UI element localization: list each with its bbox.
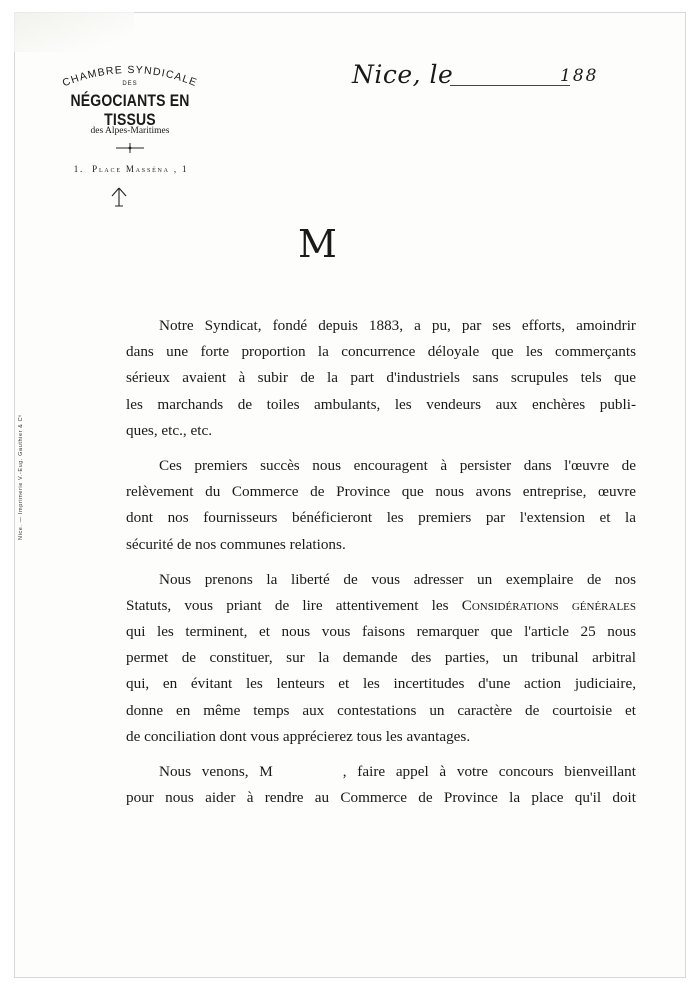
salutation: M — [298, 222, 337, 266]
paragraph-3-line: Nous prenons la liberté de vous adresser un exemplaire de nos — [159, 570, 636, 588]
address-street: Place Masséna — [92, 164, 170, 174]
chambre-syndicale-text: CHAMBRE SYNDICALE — [60, 63, 200, 90]
date-blank-rule — [450, 85, 570, 86]
letterhead — [30, 58, 230, 174]
paragraph-2-line: relèvement du Commerce de Province que nous avons entreprise, œuvre — [126, 483, 636, 501]
printer-imprint: Nice. — Imprimerie V.-Eug. Gauthier & Cᵉ — [18, 414, 24, 540]
date-year: 188 — [560, 66, 599, 86]
letterhead-name: NÉGOCIANTS EN TISSUS — [70, 92, 190, 129]
paragraph-4-line: pour nous aider à rendre au Commerce de Province la place qu'il doit — [126, 789, 636, 807]
paragraph-1-line: les marchands de toiles ambulants, les vendeurs aux enchères publi- — [126, 395, 636, 413]
paragraph-2-line: sécurité de nos communes relations. — [126, 535, 346, 553]
considerations-generales: Considérations générales — [461, 596, 636, 614]
date-place: Nice, le — [352, 60, 454, 89]
address-suffix: , 1 — [173, 164, 189, 174]
letterhead-region: des Alpes-Maritimes — [90, 126, 170, 136]
paragraph-3-line: qui, en évitant les lenteurs et les incertitudes d'une action judiciaire, — [126, 675, 636, 693]
paragraph-4-text: Nous venons, M — [159, 763, 273, 780]
paragraph-1-line: sérieux avaient à subir de la part d'industriels sans scrupules tels que — [126, 369, 636, 387]
letterhead-address — [26, 164, 236, 174]
paragraph-1-line: dans une forte proportion la concurrence déloyale que les commerçants — [126, 343, 636, 361]
letterhead-des: DES — [122, 81, 138, 87]
paragraph-3-text: Statuts, vous priant de lire attentivement les — [126, 596, 449, 614]
paragraph-3-line: donne en même temps aux contestations un caractère de courtoisie et — [126, 701, 636, 719]
letter-body — [126, 313, 636, 811]
paragraph-1-line: Notre Syndicat, fondé depuis 1883, a pu, par ses efforts, amoindrir — [159, 317, 636, 334]
paragraph-2-line: dont nos fournisseurs bénéficieront les premiers par l'extension et la — [126, 509, 636, 527]
paper-fold-shadow — [14, 12, 134, 52]
paragraph-1-line: ques, etc., etc. — [126, 421, 213, 439]
paragraph-3-line: permet de constituer, sur la demande des parties, un tribunal arbitral — [126, 649, 636, 667]
paragraph-2-line: Ces premiers succès nous encouragent à persister dans l'œuvre de — [159, 456, 636, 474]
decorative-flourish-icon — [109, 186, 129, 208]
paragraph-3-line: qui les terminent, et nous vous faisons remarquer que l'article 25 nous — [126, 623, 636, 641]
paragraph-3-line: de conciliation dont vous apprécierez tous les avantages. — [126, 727, 471, 745]
address-number: 1. — [73, 164, 85, 174]
paragraph-4-text: , faire appel à votre concours bienveillant — [342, 763, 636, 780]
paragraph-3-line — [126, 593, 636, 619]
paragraph-4-line — [126, 759, 636, 785]
ornament-rule-icon — [114, 142, 146, 154]
date-line — [352, 60, 614, 96]
